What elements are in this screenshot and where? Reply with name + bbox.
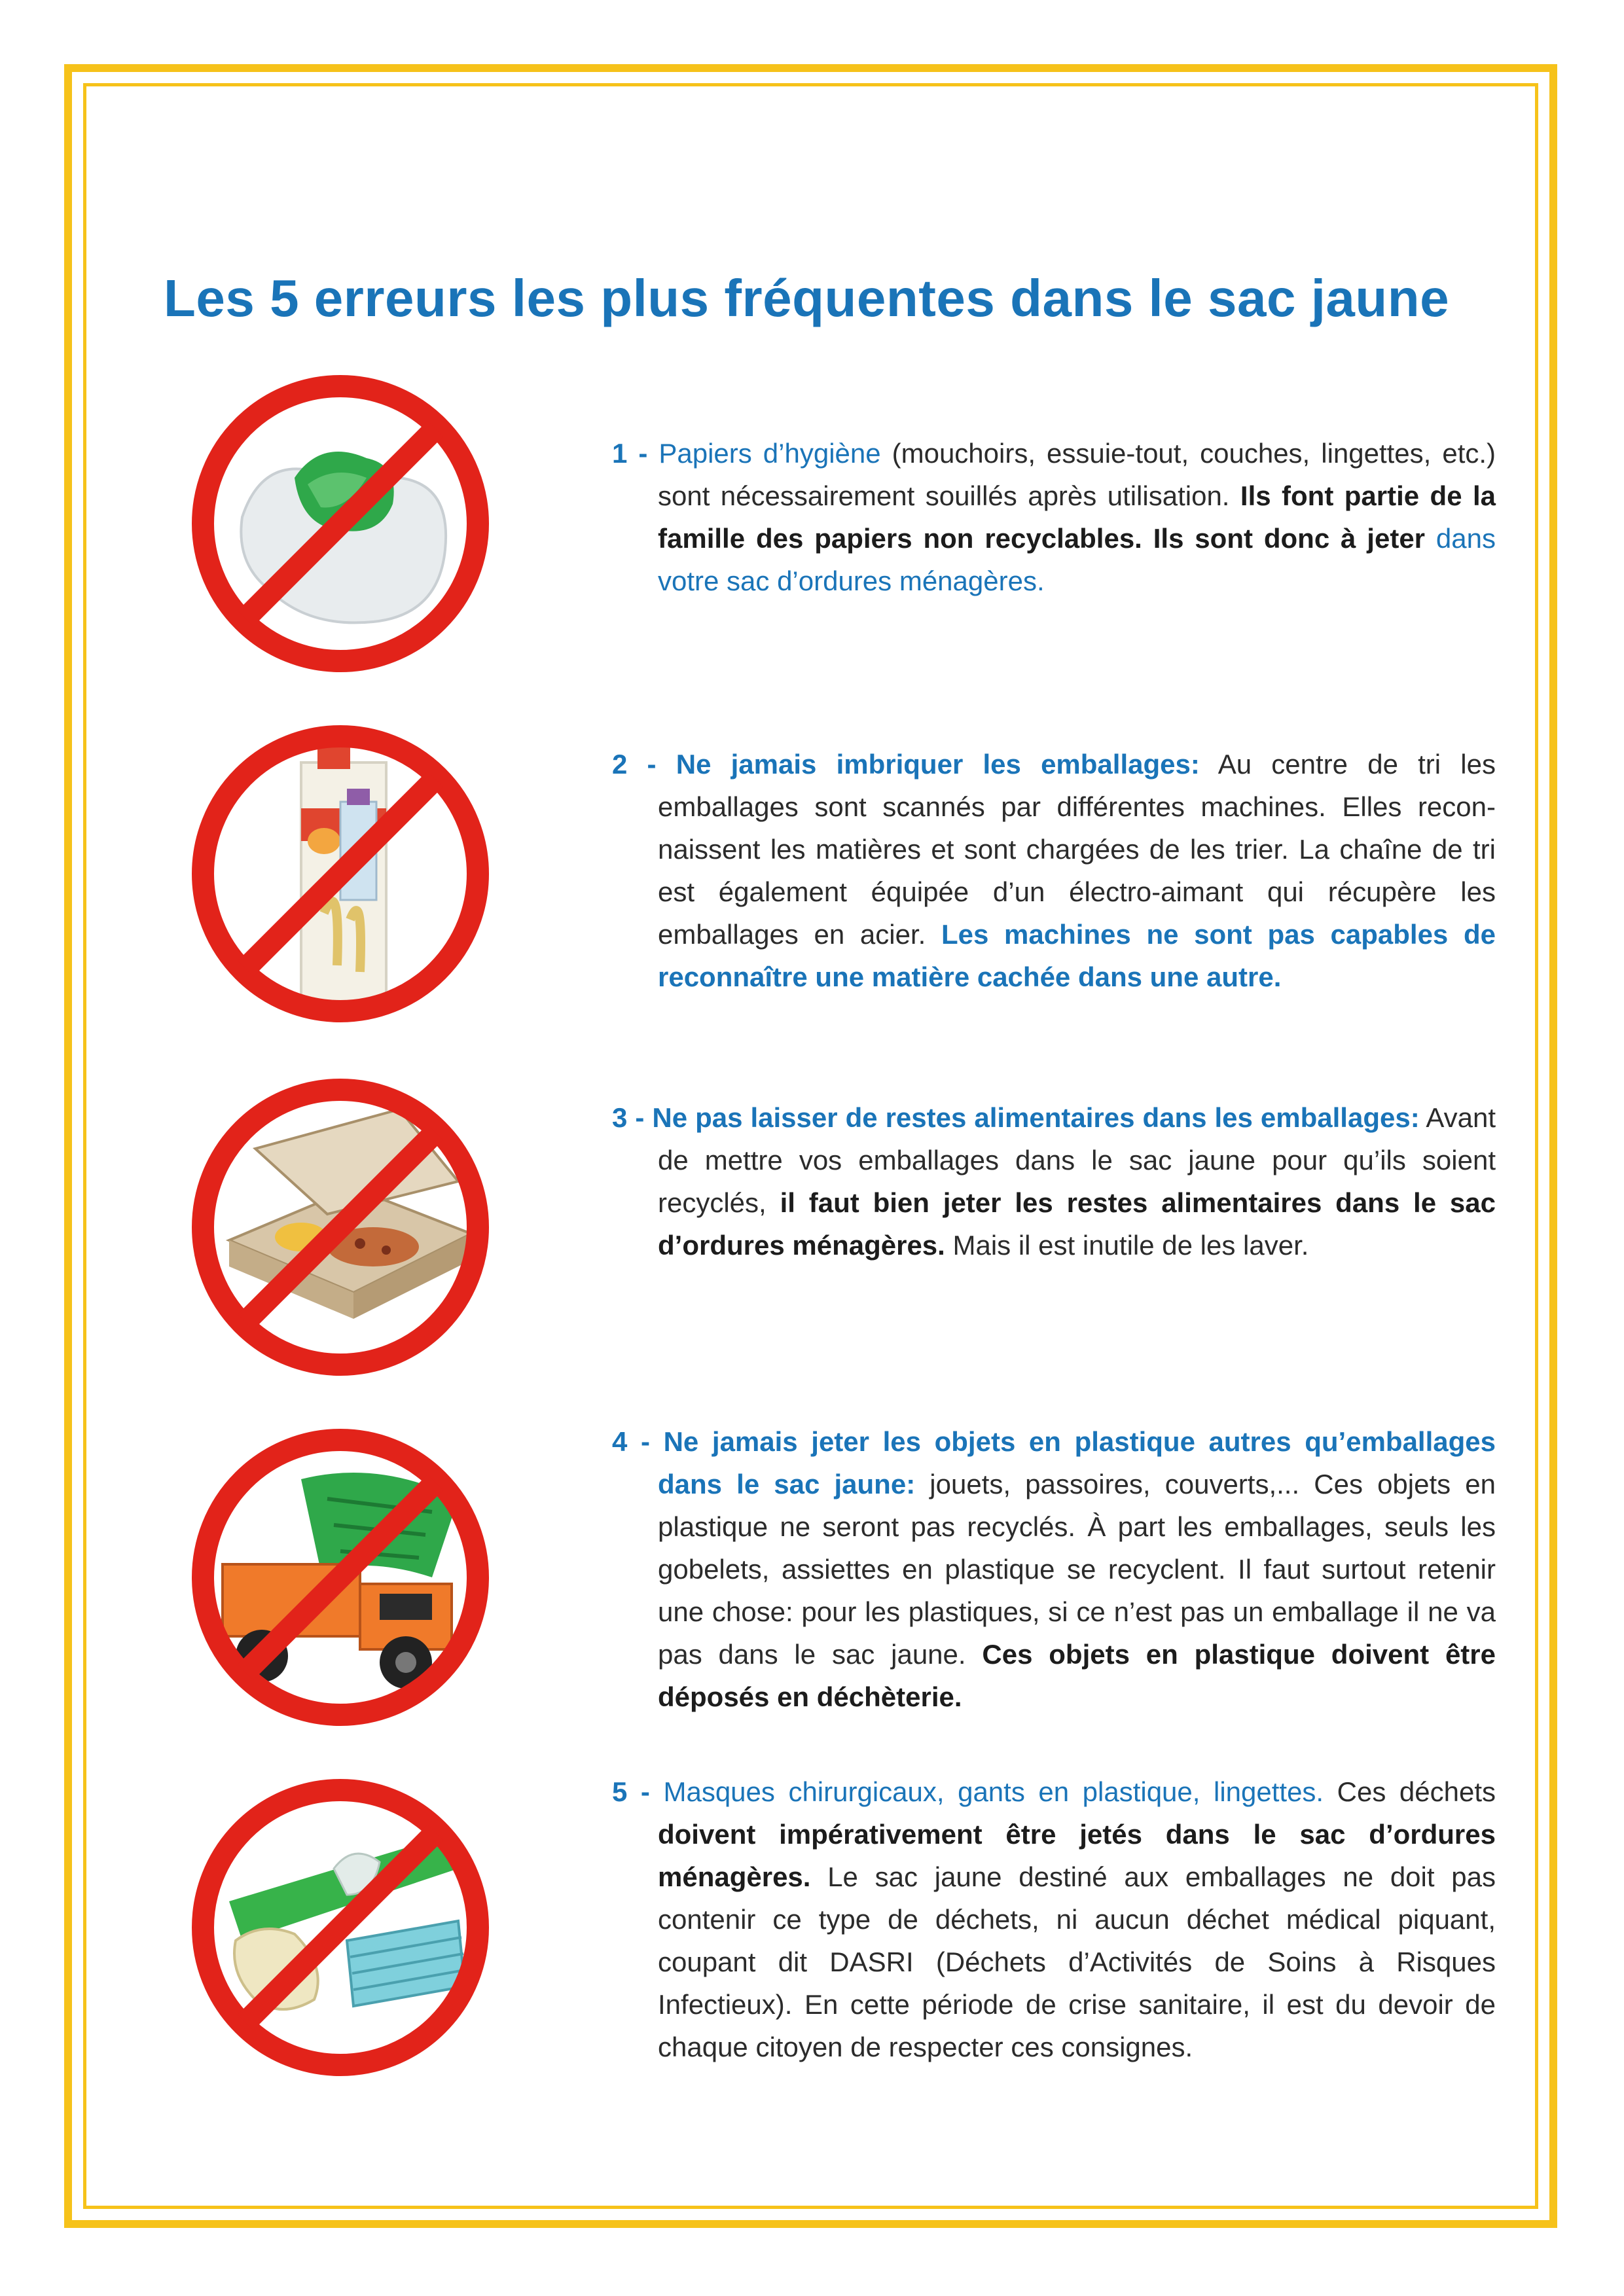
- item-text: (mouchoirs, essuie-tout, couches, lingettes, etc.) sont nécessairement souillés après utilisation.: [658, 438, 1496, 511]
- food-leftovers-forbidden-icon: [183, 1070, 497, 1384]
- item-heading: Ne jamais jeter les objets en plastique autres qu’emballages dans le sac jaune:: [658, 1426, 1496, 1499]
- item-heading: Ne pas laisser de restes alimentaires dans les emballages:: [652, 1102, 1420, 1133]
- item-highlight: dans votre sac d’ordures ménagères.: [658, 523, 1496, 596]
- item-text-end: Le sac jaune destiné aux emballages ne doit pas contenir ce type de déchets, ni aucun déchet médical piquant, coupant dit DASRI (Déchets d’Activités de Soins à Risques Infectieux). En cette période de crise sanitaire, il est du devoir de chaque citoyen de respecter ces consignes.: [658, 1861, 1496, 2062]
- item-heading: Papiers d’hygiène: [659, 438, 881, 469]
- item-text-end: Mais il est inutile de les laver.: [945, 1230, 1309, 1261]
- item-emphasis: doivent impérativement être jetés dans le sac d’ordures ménagères.: [658, 1819, 1496, 1892]
- item-number: 3 -: [612, 1102, 645, 1133]
- item-emphasis: Ces objets en plastique doivent être déposés en déchèterie.: [658, 1639, 1496, 1712]
- item-text: Avant de mettre vos emballages dans le sac jaune pour qu’ils soient recyclés,: [658, 1102, 1496, 1218]
- item-number: 1 -: [612, 438, 648, 469]
- item-number: 2 -: [612, 749, 657, 780]
- item-heading: Ne jamais imbriquer les emballages:: [676, 749, 1200, 780]
- plastic-objects-forbidden-icon: [183, 1420, 497, 1734]
- medical-waste-forbidden-icon: [183, 1770, 497, 2085]
- item-emphasis: Ils font partie de la famille des papiers non recyclables. Ils sont donc à jeter: [658, 480, 1496, 554]
- item-emphasis: il faut bien jeter les restes alimentaires dans le sac d’ordures ménagères.: [658, 1187, 1496, 1261]
- item-highlight: Les machines ne sont pas capables de reconnaître une matière cachée dans une autre.: [658, 919, 1496, 992]
- item-text: Au centre de tri les emballages sont scannés par différentes machines. Elles recon-naissent les matières et sont chargées de les trier. La chaîne de tri est également équipée d’un électro-aimant qui récupère les emballages en acier.: [658, 749, 1496, 950]
- page-title: Les 5 erreurs les plus fréquentes dans le sac jaune: [164, 269, 1450, 327]
- item-heading: Masques chirurgicaux, gants en plastique, lingettes.: [663, 1776, 1324, 1807]
- item-text: Ces déchets: [1324, 1776, 1496, 1807]
- nested-packaging-forbidden-icon: [183, 717, 497, 1031]
- item-number: 4 -: [612, 1426, 650, 1457]
- item-text: jouets, passoires, couverts,... Ces objets en plastique ne seront pas recyclés. À part les emballages, seuls les gobelets, assiettes en plastique se recyclent. Il faut surtout retenir une chose: pour les plastiques, si ce n’est pas un emballage il ne va pas dans le sac jaune.: [658, 1469, 1496, 1670]
- hygiene-paper-forbidden-icon: [183, 367, 497, 681]
- item-number: 5 -: [612, 1776, 650, 1807]
